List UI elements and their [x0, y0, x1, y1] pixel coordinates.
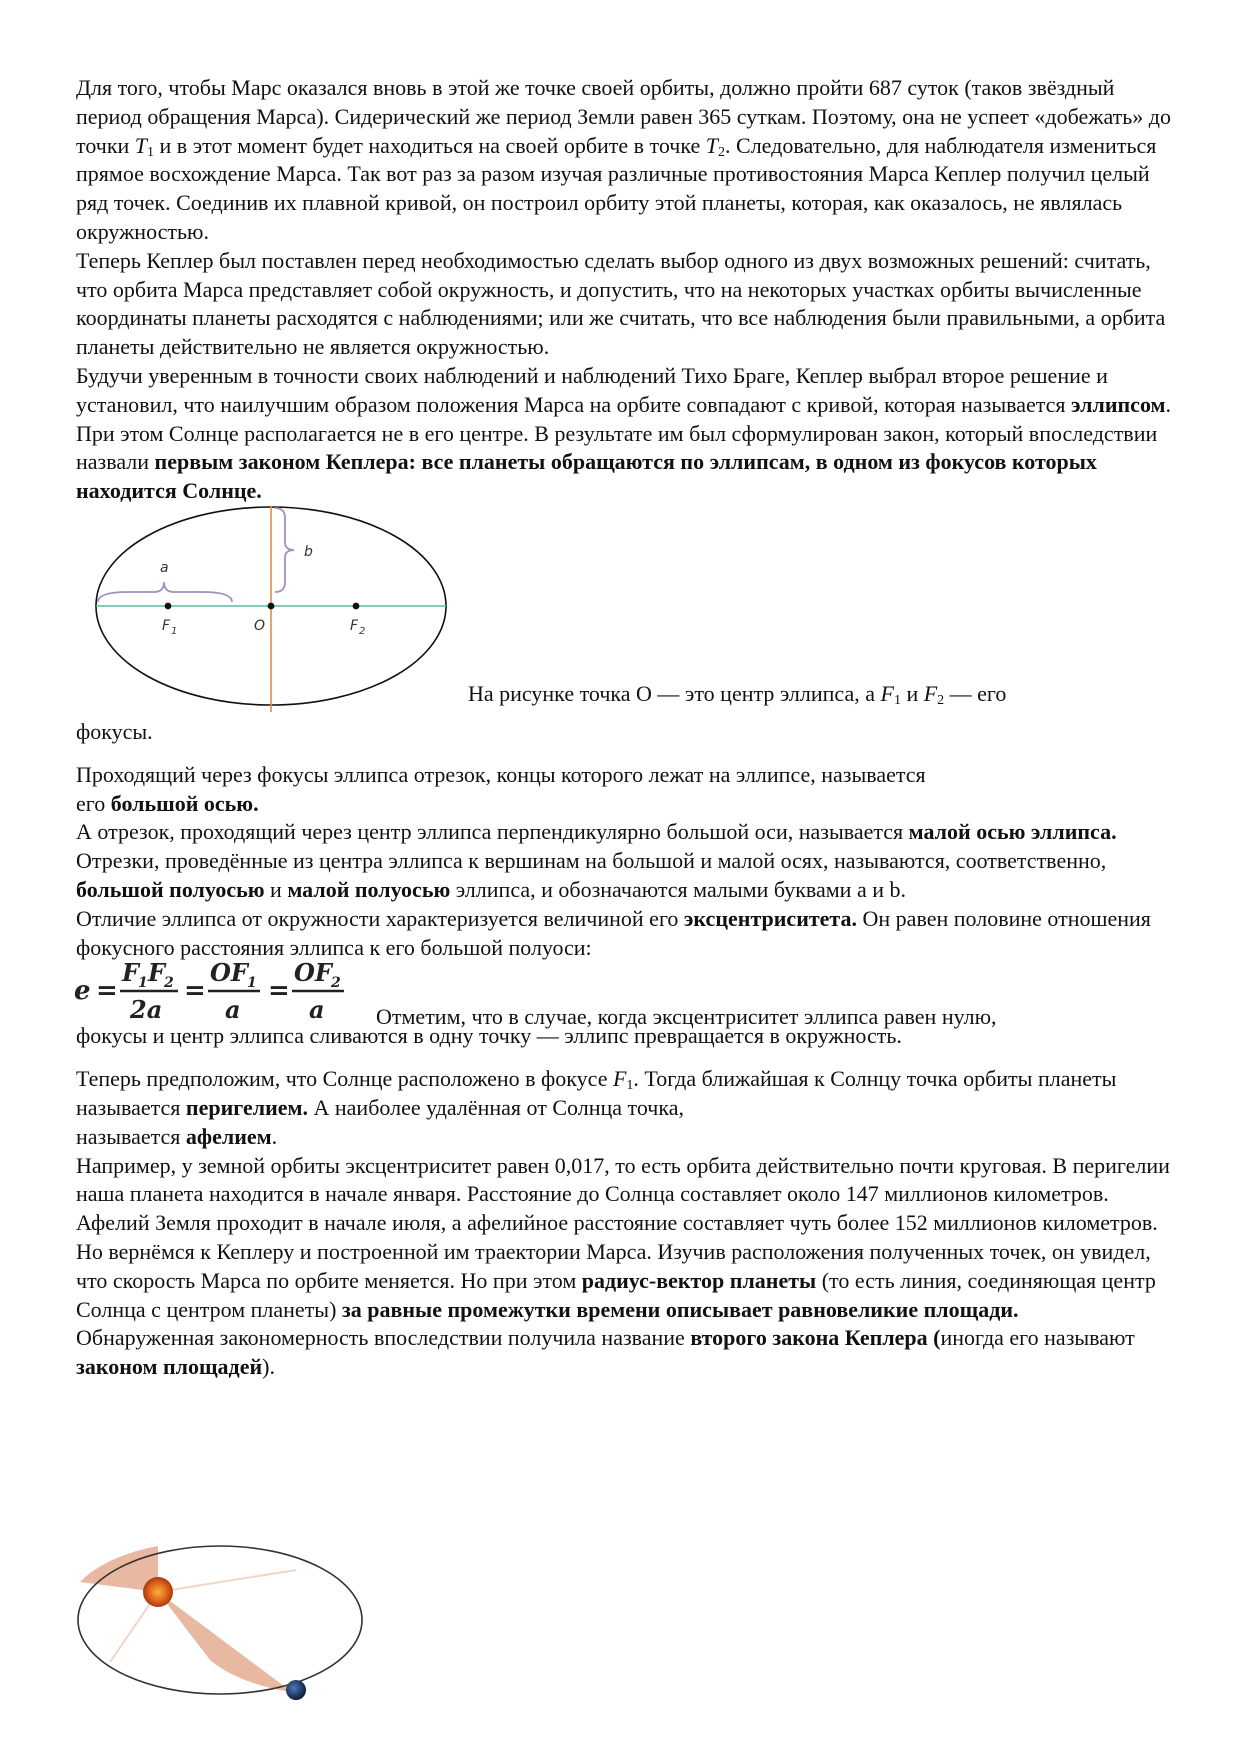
formula-num1-sub1: 1	[138, 975, 148, 992]
label-f2-sub: 2	[359, 625, 366, 637]
text: и в этот момент будет находиться на своей орбите в точке	[154, 132, 706, 158]
subscript: 2	[937, 692, 945, 708]
text: . При этом Солнце располагается не в его центре. В результате им был сформулирован закон, который впоследствии назвали	[76, 391, 1172, 475]
symbol-f1: F	[612, 1066, 627, 1092]
symbol-t1: T	[134, 132, 148, 158]
formula-num3: OF	[294, 958, 332, 988]
term-semimajor: большой полуосью	[76, 876, 265, 902]
term-radius-vector: радиус-вектор планеты	[581, 1267, 817, 1293]
subscript: 1	[626, 1078, 634, 1094]
formula-num2: OF	[210, 958, 248, 988]
label-f1: F	[162, 617, 171, 634]
symbol-t2: T	[705, 132, 719, 158]
text: Отличие эллипса от окружности характеризуется величиной его	[76, 905, 684, 931]
text: его	[76, 790, 111, 816]
paragraph-eccentricity	[76, 905, 1176, 963]
text: Обнаруженная закономерность впоследствии получила название	[76, 1325, 691, 1351]
term-second-law: второго закона Кеплера (	[690, 1325, 941, 1351]
paragraph-minor-axis	[76, 818, 1176, 847]
paragraph-radius-vector	[76, 1238, 1176, 1324]
brace-b	[275, 508, 294, 592]
subscript: 2	[718, 144, 726, 160]
formula-num1-f2: F	[148, 958, 166, 988]
text: На рисунке точка О — это центр эллипса, а	[468, 680, 881, 706]
second-law-diagram	[70, 1542, 370, 1702]
text: Проходящий через фокусы эллипса отрезок, концы которого лежат на эллипсе, называется	[76, 761, 926, 787]
formula-den2: a	[225, 995, 241, 1025]
term-eccentricity: эксцентриситета.	[683, 905, 858, 931]
text: называется	[76, 1123, 186, 1149]
term-law-of-areas: законом площадей	[76, 1354, 263, 1380]
label-o: O	[254, 617, 266, 634]
formula-trailing-text: Отметим, что в случае, когда эксцентриситет эллипса равен нулю,	[376, 1004, 997, 1030]
caption-continuation: фокусы.	[76, 718, 153, 744]
formula-den3: a	[309, 995, 325, 1025]
text: Для того, чтобы Марс оказался вновь в этой же точке своей орбиты, должно пройти 687 суток (таков звёздный период обращения Марса). Сидерический же период Земли равен 365 суткам. Поэтому, она не успеет «добежать» до точки	[76, 75, 1171, 158]
formula-num1-sub2: 2	[164, 975, 174, 992]
text: А отрезок, проходящий через центр эллипса перпендикулярно большой оси, называется	[76, 819, 909, 845]
text: ).	[262, 1354, 275, 1380]
formula-e: e	[74, 976, 91, 1007]
symbol-f1: F	[880, 680, 894, 706]
formula-eq2: =	[184, 976, 206, 1007]
term-aphelion: афелием	[185, 1123, 272, 1149]
text: и	[264, 876, 288, 902]
term-major-axis: большой осью.	[110, 790, 259, 816]
paragraph-kepler-choice: Теперь Кеплер был поставлен перед необходимостью сделать выбор одного из двух возможных решений: считать, что орбита Марса представляет собой окружность, и допустить, что на некоторых участках орбиты вычисленные координаты планеты расходятся с наблюдениями; или же считать, что все наблюдения были правильными, а орбита планеты действительно не является окружностью.	[76, 247, 1166, 360]
formula-eq3: =	[268, 976, 290, 1007]
text: Будучи уверенным в точности своих наблюдений и наблюдений Тихо Браге, Кеплер выбрал второе решение и установил, что наилучшим образом положения Марса на орбите совпадают с кривой, которая называется	[76, 362, 1108, 417]
paragraph-perihelion	[76, 1065, 1176, 1151]
eccentricity-formula	[72, 956, 372, 1026]
formula-row	[74, 958, 1176, 1030]
paragraph-semiaxes	[76, 847, 1176, 905]
text: Но вернёмся к Кеплеру и построенной им траектории Марса. Изучив расположения полученных точек, он увидел, что скорость Марса по орбите меняется. Но при этом	[76, 1238, 1151, 1293]
label-a: a	[160, 559, 169, 576]
text: и	[900, 680, 924, 706]
subscript: 1	[893, 692, 901, 708]
formula-num3-sub: 2	[331, 975, 341, 992]
ellipse-diagram	[76, 506, 476, 712]
term-minor-axis: малой осью эллипса.	[908, 819, 1117, 845]
area-sector-large	[158, 1592, 292, 1692]
term-ellipse: эллипсом	[1071, 391, 1166, 417]
label-f2: F	[350, 617, 359, 634]
sun-icon	[143, 1577, 173, 1607]
text: .	[271, 1123, 278, 1149]
text: . Следовательно, для наблюдателя измениться прямое восхождение Марса. Так вот раз за разом изучая различные противостояния Марса Кеплер получил целый ряд точек. Соединив их плавной кривой, он построил орбиту этой планеты, которая, как оказалось, не являлась окружностью.	[76, 132, 1157, 244]
text: эллипса, и обозначаются малыми буквами a и b.	[450, 876, 906, 902]
brace-a	[98, 582, 232, 602]
spacer	[76, 1051, 1176, 1065]
paragraph-earth-orbit: Например, у земной орбиты эксцентриситет равен 0,017, то есть орбита действительно почти круговая. В перигелии наша планета находится в начале января. Расстояние до Солнца составляет около 147 миллионов километров. Афелий Земля проходит в начале июля, а афелийное расстояние составляет чуть более 152 миллионов километров.	[76, 1152, 1170, 1236]
center-o-dot	[268, 603, 275, 610]
radius-line-1	[158, 1570, 296, 1592]
term-semiminor: малой полуосью	[287, 876, 451, 902]
second-law-statement: за равные промежутки времени описывает равновеликие площади.	[341, 1296, 1019, 1322]
formula-den1: 2a	[130, 995, 163, 1025]
focus-f2-dot	[353, 603, 360, 610]
paragraph-major-axis	[76, 761, 1176, 819]
text: А наиболее удалённая от Солнца точка,	[308, 1094, 684, 1120]
term-perihelion: перигелием.	[185, 1094, 308, 1120]
label-f1-sub: 1	[171, 625, 178, 637]
planet-icon	[286, 1680, 306, 1700]
formula-eq1: =	[96, 976, 118, 1007]
figure-caption	[468, 680, 1006, 709]
paragraph-mars-period	[76, 74, 1176, 247]
paragraph-first-law	[76, 362, 1176, 506]
paragraph-zero-eccentricity: фокусы и центр эллипса сливаются в одну точку — эллипс превращается в окружность.	[76, 1023, 902, 1049]
document-page	[76, 74, 1176, 1382]
subscript: 1	[147, 144, 155, 160]
symbol-f2: F	[923, 680, 938, 706]
text: Отрезки, проведённые из центра эллипса к вершинам на большой и малой осях, называются, соответственно,	[76, 848, 1107, 874]
formula-num1-f: F	[122, 958, 140, 988]
text: — его	[944, 680, 1007, 706]
text: Он равен половине отношения фокусного расстояния эллипса к его большой полуоси:	[76, 905, 1151, 960]
formula-num2-sub: 1	[247, 975, 257, 992]
spacer	[76, 747, 1176, 761]
text: . Тогда ближайшая к Солнцу точка орбиты планеты называется	[76, 1066, 1117, 1120]
focus-f1-dot	[165, 603, 172, 610]
paragraph-second-law	[76, 1324, 1176, 1382]
first-law-statement: первым законом Кеплера: все планеты обращаются по эллипсам, в одном из фокусов которых находится Солнце.	[76, 449, 1097, 504]
text: (то есть линия, соединяющая центр Солнца с центром планеты)	[76, 1267, 1156, 1322]
text: иногда его называют	[940, 1325, 1135, 1351]
label-b: b	[304, 543, 313, 560]
text: Теперь предположим, что Солнце расположено в фокусе	[76, 1066, 613, 1092]
figure-ellipse-row	[76, 506, 1176, 718]
